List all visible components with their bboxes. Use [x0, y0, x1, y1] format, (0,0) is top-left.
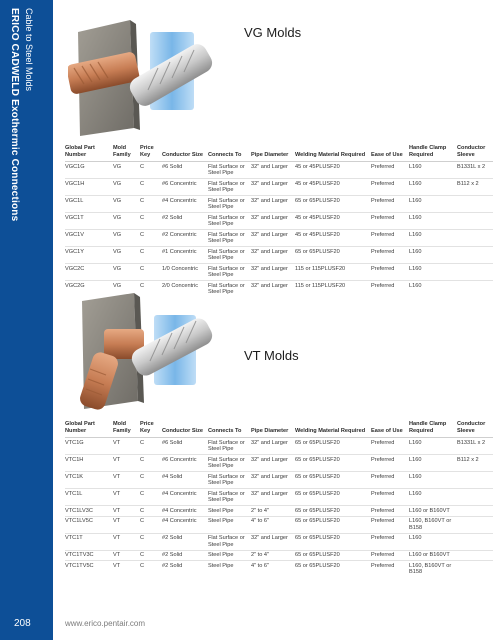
cell-connects-to: Flat Surface or Steel Pipe	[208, 264, 251, 281]
cell-price-key: C	[140, 196, 162, 213]
cell-handle-clamp: L160 or B160VT	[409, 506, 457, 517]
cell-mold-family: VT	[113, 550, 140, 561]
header-handle-clamp: Handle Clamp Required	[409, 144, 457, 162]
cell-connects-to: Flat Surface or Steel Pipe	[208, 247, 251, 264]
cell-connects-to: Steel Pipe	[208, 516, 251, 533]
cell-ease-of-use: Preferred	[371, 516, 409, 533]
cell-conductor-size: #4 Concentric	[162, 506, 208, 517]
cell-pipe-diameter: 32" and Larger	[251, 213, 295, 230]
cell-conductor-sleeve	[457, 472, 493, 489]
cell-welding-material: 65 or 65PLUSF20	[295, 533, 371, 550]
cell-price-key: C	[140, 561, 162, 578]
cell-connects-to: Flat Surface or Steel Pipe	[208, 230, 251, 247]
cell-pipe-diameter: 32" and Larger	[251, 438, 295, 455]
cell-conductor-size: #2 Solid	[162, 213, 208, 230]
cell-price-key: C	[140, 533, 162, 550]
cell-part-number: VGC2G	[65, 281, 113, 298]
cell-price-key: C	[140, 550, 162, 561]
cell-connects-to: Flat Surface or Steel Pipe	[208, 533, 251, 550]
cell-connects-to: Flat Surface or Steel Pipe	[208, 455, 251, 472]
table-row	[65, 179, 493, 196]
cell-conductor-sleeve: B112 x 2	[457, 455, 493, 472]
cell-conductor-sleeve	[457, 230, 493, 247]
cell-welding-material: 115 or 115PLUSF20	[295, 281, 371, 298]
table-row	[65, 506, 493, 517]
page-number: 208	[14, 618, 31, 629]
header-ease-of-use: Ease of Use	[371, 144, 409, 162]
cell-part-number: VGC1V	[65, 230, 113, 247]
cell-conductor-size: #4 Concentric	[162, 489, 208, 506]
cell-connects-to: Flat Surface or Steel Pipe	[208, 489, 251, 506]
table-row	[65, 472, 493, 489]
cell-ease-of-use: Preferred	[371, 213, 409, 230]
cell-pipe-diameter: 32" and Larger	[251, 489, 295, 506]
cell-welding-material: 65 or 65PLUSF20	[295, 506, 371, 517]
cell-price-key: C	[140, 213, 162, 230]
cell-part-number: VGC1Y	[65, 247, 113, 264]
vt-table-body	[65, 438, 493, 578]
vg-table-header-row	[65, 144, 493, 162]
table-row	[65, 196, 493, 213]
cell-connects-to: Steel Pipe	[208, 561, 251, 578]
cell-pipe-diameter: 32" and Larger	[251, 230, 295, 247]
cell-ease-of-use: Preferred	[371, 264, 409, 281]
cell-mold-family: VG	[113, 179, 140, 196]
cell-price-key: C	[140, 438, 162, 455]
table-row	[65, 455, 493, 472]
cell-part-number: VTC1L	[65, 489, 113, 506]
vg-molds-table	[65, 144, 493, 297]
header-price-key: Price Key	[140, 420, 162, 438]
cell-pipe-diameter: 2" to 4"	[251, 506, 295, 517]
cell-welding-material: 115 or 115PLUSF20	[295, 264, 371, 281]
cell-handle-clamp: L160	[409, 179, 457, 196]
cell-price-key: C	[140, 281, 162, 298]
cell-price-key: C	[140, 264, 162, 281]
cell-price-key: C	[140, 516, 162, 533]
cell-conductor-sleeve	[457, 561, 493, 578]
cell-handle-clamp: L160, B160VT or B158	[409, 561, 457, 578]
sidebar-subtitle: Cable to Steel Molds	[24, 8, 34, 92]
cell-conductor-sleeve	[457, 281, 493, 298]
cell-ease-of-use: Preferred	[371, 162, 409, 179]
table-row	[65, 247, 493, 264]
cell-conductor-sleeve	[457, 550, 493, 561]
cell-part-number: VGC2C	[65, 264, 113, 281]
cell-pipe-diameter: 32" and Larger	[251, 472, 295, 489]
cell-conductor-size: #6 Concentric	[162, 455, 208, 472]
cell-pipe-diameter: 32" and Larger	[251, 179, 295, 196]
cell-ease-of-use: Preferred	[371, 455, 409, 472]
header-conductor-sleeve: Conductor Sleeve	[457, 420, 493, 438]
table-row	[65, 230, 493, 247]
footer-url: www.erico.pentair.com	[65, 619, 146, 628]
cell-part-number: VGC1L	[65, 196, 113, 213]
cell-mold-family: VG	[113, 162, 140, 179]
cell-ease-of-use: Preferred	[371, 561, 409, 578]
cell-conductor-size: #6 Solid	[162, 438, 208, 455]
cell-part-number: VTC1TV5C	[65, 561, 113, 578]
cell-conductor-sleeve	[457, 213, 493, 230]
cell-ease-of-use: Preferred	[371, 230, 409, 247]
cell-price-key: C	[140, 506, 162, 517]
cell-part-number: VTC1T	[65, 533, 113, 550]
table-row	[65, 533, 493, 550]
cell-conductor-sleeve	[457, 247, 493, 264]
cell-welding-material: 65 or 65PLUSF20	[295, 550, 371, 561]
header-welding-material: Welding Material Required	[295, 420, 371, 438]
cell-conductor-sleeve: B1331L x 2	[457, 438, 493, 455]
cell-part-number: VTC1G	[65, 438, 113, 455]
cell-pipe-diameter: 32" and Larger	[251, 281, 295, 298]
cell-conductor-size: #2 Solid	[162, 550, 208, 561]
vg-mold-photo	[68, 10, 214, 140]
header-pipe-diameter: Pipe Diameter	[251, 144, 295, 162]
cell-ease-of-use: Preferred	[371, 533, 409, 550]
cell-conductor-size: #2 Solid	[162, 533, 208, 550]
cell-handle-clamp: L160	[409, 438, 457, 455]
header-global-part-number: Global Part Number	[65, 144, 113, 162]
cell-mold-family: VT	[113, 516, 140, 533]
table-row	[65, 550, 493, 561]
cell-welding-material: 65 or 65PLUSF20	[295, 196, 371, 213]
cell-part-number: VTC1H	[65, 455, 113, 472]
cell-pipe-diameter: 32" and Larger	[251, 196, 295, 213]
cell-pipe-diameter: 32" and Larger	[251, 533, 295, 550]
sidebar	[0, 0, 53, 640]
cell-ease-of-use: Preferred	[371, 438, 409, 455]
cell-connects-to: Flat Surface or Steel Pipe	[208, 162, 251, 179]
vg-table-body	[65, 162, 493, 298]
cell-connects-to: Flat Surface or Steel Pipe	[208, 438, 251, 455]
cell-welding-material: 65 or 65PLUSF20	[295, 516, 371, 533]
cell-handle-clamp: L160	[409, 247, 457, 264]
header-mold-family: Mold Family	[113, 144, 140, 162]
cell-handle-clamp: L160	[409, 230, 457, 247]
cell-mold-family: VT	[113, 489, 140, 506]
cell-conductor-size: #4 Concentric	[162, 516, 208, 533]
table-row	[65, 561, 493, 578]
cell-welding-material: 45 or 45PLUSF20	[295, 213, 371, 230]
cell-mold-family: VT	[113, 438, 140, 455]
cell-connects-to: Flat Surface or Steel Pipe	[208, 472, 251, 489]
table-row	[65, 516, 493, 533]
cell-conductor-size: #4 Solid	[162, 472, 208, 489]
cell-mold-family: VT	[113, 472, 140, 489]
cell-part-number: VTC1TV3C	[65, 550, 113, 561]
cell-welding-material: 65 or 65PLUSF20	[295, 438, 371, 455]
cell-pipe-diameter: 4" to 6"	[251, 561, 295, 578]
cell-conductor-sleeve	[457, 516, 493, 533]
cell-ease-of-use: Preferred	[371, 247, 409, 264]
cell-conductor-sleeve	[457, 533, 493, 550]
cell-conductor-size: 2/0 Concentric	[162, 281, 208, 298]
table-row	[65, 264, 493, 281]
cell-conductor-sleeve: B112 x 2	[457, 179, 493, 196]
cell-part-number: VTC1K	[65, 472, 113, 489]
cell-mold-family: VG	[113, 196, 140, 213]
cell-welding-material: 65 or 65PLUSF20	[295, 489, 371, 506]
cell-pipe-diameter: 2" to 4"	[251, 550, 295, 561]
header-handle-clamp: Handle Clamp Required	[409, 420, 457, 438]
header-global-part-number: Global Part Number	[65, 420, 113, 438]
cell-ease-of-use: Preferred	[371, 506, 409, 517]
cell-handle-clamp: L160	[409, 162, 457, 179]
header-price-key: Price Key	[140, 144, 162, 162]
header-conductor-sleeve: Conductor Sleeve	[457, 144, 493, 162]
cell-handle-clamp: L160	[409, 196, 457, 213]
cell-mold-family: VG	[113, 247, 140, 264]
header-welding-material: Welding Material Required	[295, 144, 371, 162]
cell-conductor-size: #2 Concentric	[162, 230, 208, 247]
vt-table-header-row	[65, 420, 493, 438]
cell-price-key: C	[140, 230, 162, 247]
header-conductor-size: Conductor Size	[162, 420, 208, 438]
cell-conductor-sleeve	[457, 264, 493, 281]
cell-connects-to: Flat Surface or Steel Pipe	[208, 196, 251, 213]
cell-mold-family: VG	[113, 264, 140, 281]
cell-conductor-size: #6 Solid	[162, 162, 208, 179]
header-conductor-size: Conductor Size	[162, 144, 208, 162]
cell-price-key: C	[140, 489, 162, 506]
cell-price-key: C	[140, 472, 162, 489]
header-ease-of-use: Ease of Use	[371, 420, 409, 438]
cell-ease-of-use: Preferred	[371, 281, 409, 298]
cell-conductor-size: #4 Concentric	[162, 196, 208, 213]
header-connects-to: Connects To	[208, 420, 251, 438]
cell-welding-material: 65 or 65PLUSF20	[295, 247, 371, 264]
cell-conductor-sleeve: B1331L x 2	[457, 162, 493, 179]
cell-part-number: VTC1LV5C	[65, 516, 113, 533]
cell-conductor-size: #2 Solid	[162, 561, 208, 578]
cell-mold-family: VG	[113, 213, 140, 230]
cell-mold-family: VT	[113, 533, 140, 550]
table-row	[65, 162, 493, 179]
cell-price-key: C	[140, 162, 162, 179]
cell-connects-to: Steel Pipe	[208, 550, 251, 561]
cell-mold-family: VT	[113, 506, 140, 517]
cell-connects-to: Flat Surface or Steel Pipe	[208, 179, 251, 196]
header-connects-to: Connects To	[208, 144, 251, 162]
cell-handle-clamp: L160	[409, 281, 457, 298]
cell-handle-clamp: L160	[409, 472, 457, 489]
vg-molds-title: VG Molds	[244, 25, 302, 40]
sidebar-title: ERICO CADWELD Exothermic Connections	[9, 8, 20, 222]
cell-welding-material: 45 or 45PLUSF20	[295, 162, 371, 179]
cell-pipe-diameter: 32" and Larger	[251, 247, 295, 264]
vt-molds-table	[65, 420, 493, 577]
cell-connects-to: Flat Surface or Steel Pipe	[208, 281, 251, 298]
cell-ease-of-use: Preferred	[371, 472, 409, 489]
cell-connects-to: Steel Pipe	[208, 506, 251, 517]
cell-part-number: VGC1H	[65, 179, 113, 196]
cell-welding-material: 65 or 65PLUSF20	[295, 472, 371, 489]
vt-mold-photo	[68, 285, 214, 415]
cell-price-key: C	[140, 455, 162, 472]
cell-conductor-size: #1 Concentric	[162, 247, 208, 264]
cell-ease-of-use: Preferred	[371, 196, 409, 213]
table-row	[65, 438, 493, 455]
cell-welding-material: 65 or 65PLUSF20	[295, 455, 371, 472]
cell-pipe-diameter: 32" and Larger	[251, 162, 295, 179]
table-row	[65, 489, 493, 506]
cell-ease-of-use: Preferred	[371, 489, 409, 506]
cell-handle-clamp: L160 or B160VT	[409, 550, 457, 561]
cell-price-key: C	[140, 179, 162, 196]
cell-handle-clamp: L160	[409, 533, 457, 550]
cell-pipe-diameter: 4" to 6"	[251, 516, 295, 533]
cell-pipe-diameter: 32" and Larger	[251, 455, 295, 472]
cell-ease-of-use: Preferred	[371, 179, 409, 196]
cell-part-number: VGC1G	[65, 162, 113, 179]
header-pipe-diameter: Pipe Diameter	[251, 420, 295, 438]
cell-conductor-size: 1/0 Concentric	[162, 264, 208, 281]
cell-handle-clamp: L160	[409, 213, 457, 230]
cell-ease-of-use: Preferred	[371, 550, 409, 561]
cell-mold-family: VT	[113, 561, 140, 578]
cell-price-key: C	[140, 247, 162, 264]
cell-connects-to: Flat Surface or Steel Pipe	[208, 213, 251, 230]
cell-mold-family: VG	[113, 281, 140, 298]
cell-welding-material: 45 or 45PLUSF20	[295, 230, 371, 247]
cell-mold-family: VG	[113, 230, 140, 247]
header-mold-family: Mold Family	[113, 420, 140, 438]
cell-conductor-sleeve	[457, 506, 493, 517]
cell-conductor-sleeve	[457, 196, 493, 213]
cell-handle-clamp: L160	[409, 489, 457, 506]
cell-welding-material: 45 or 45PLUSF20	[295, 179, 371, 196]
cell-welding-material: 65 or 65PLUSF20	[295, 561, 371, 578]
cell-handle-clamp: L160	[409, 264, 457, 281]
cell-conductor-size: #6 Concentric	[162, 179, 208, 196]
cell-part-number: VTC1LV3C	[65, 506, 113, 517]
vt-molds-title: VT Molds	[244, 348, 299, 363]
cell-handle-clamp: L160, B160VT or B158	[409, 516, 457, 533]
cell-part-number: VGC1T	[65, 213, 113, 230]
cell-mold-family: VT	[113, 455, 140, 472]
cell-handle-clamp: L160	[409, 455, 457, 472]
table-row	[65, 213, 493, 230]
cell-pipe-diameter: 32" and Larger	[251, 264, 295, 281]
cell-conductor-sleeve	[457, 489, 493, 506]
